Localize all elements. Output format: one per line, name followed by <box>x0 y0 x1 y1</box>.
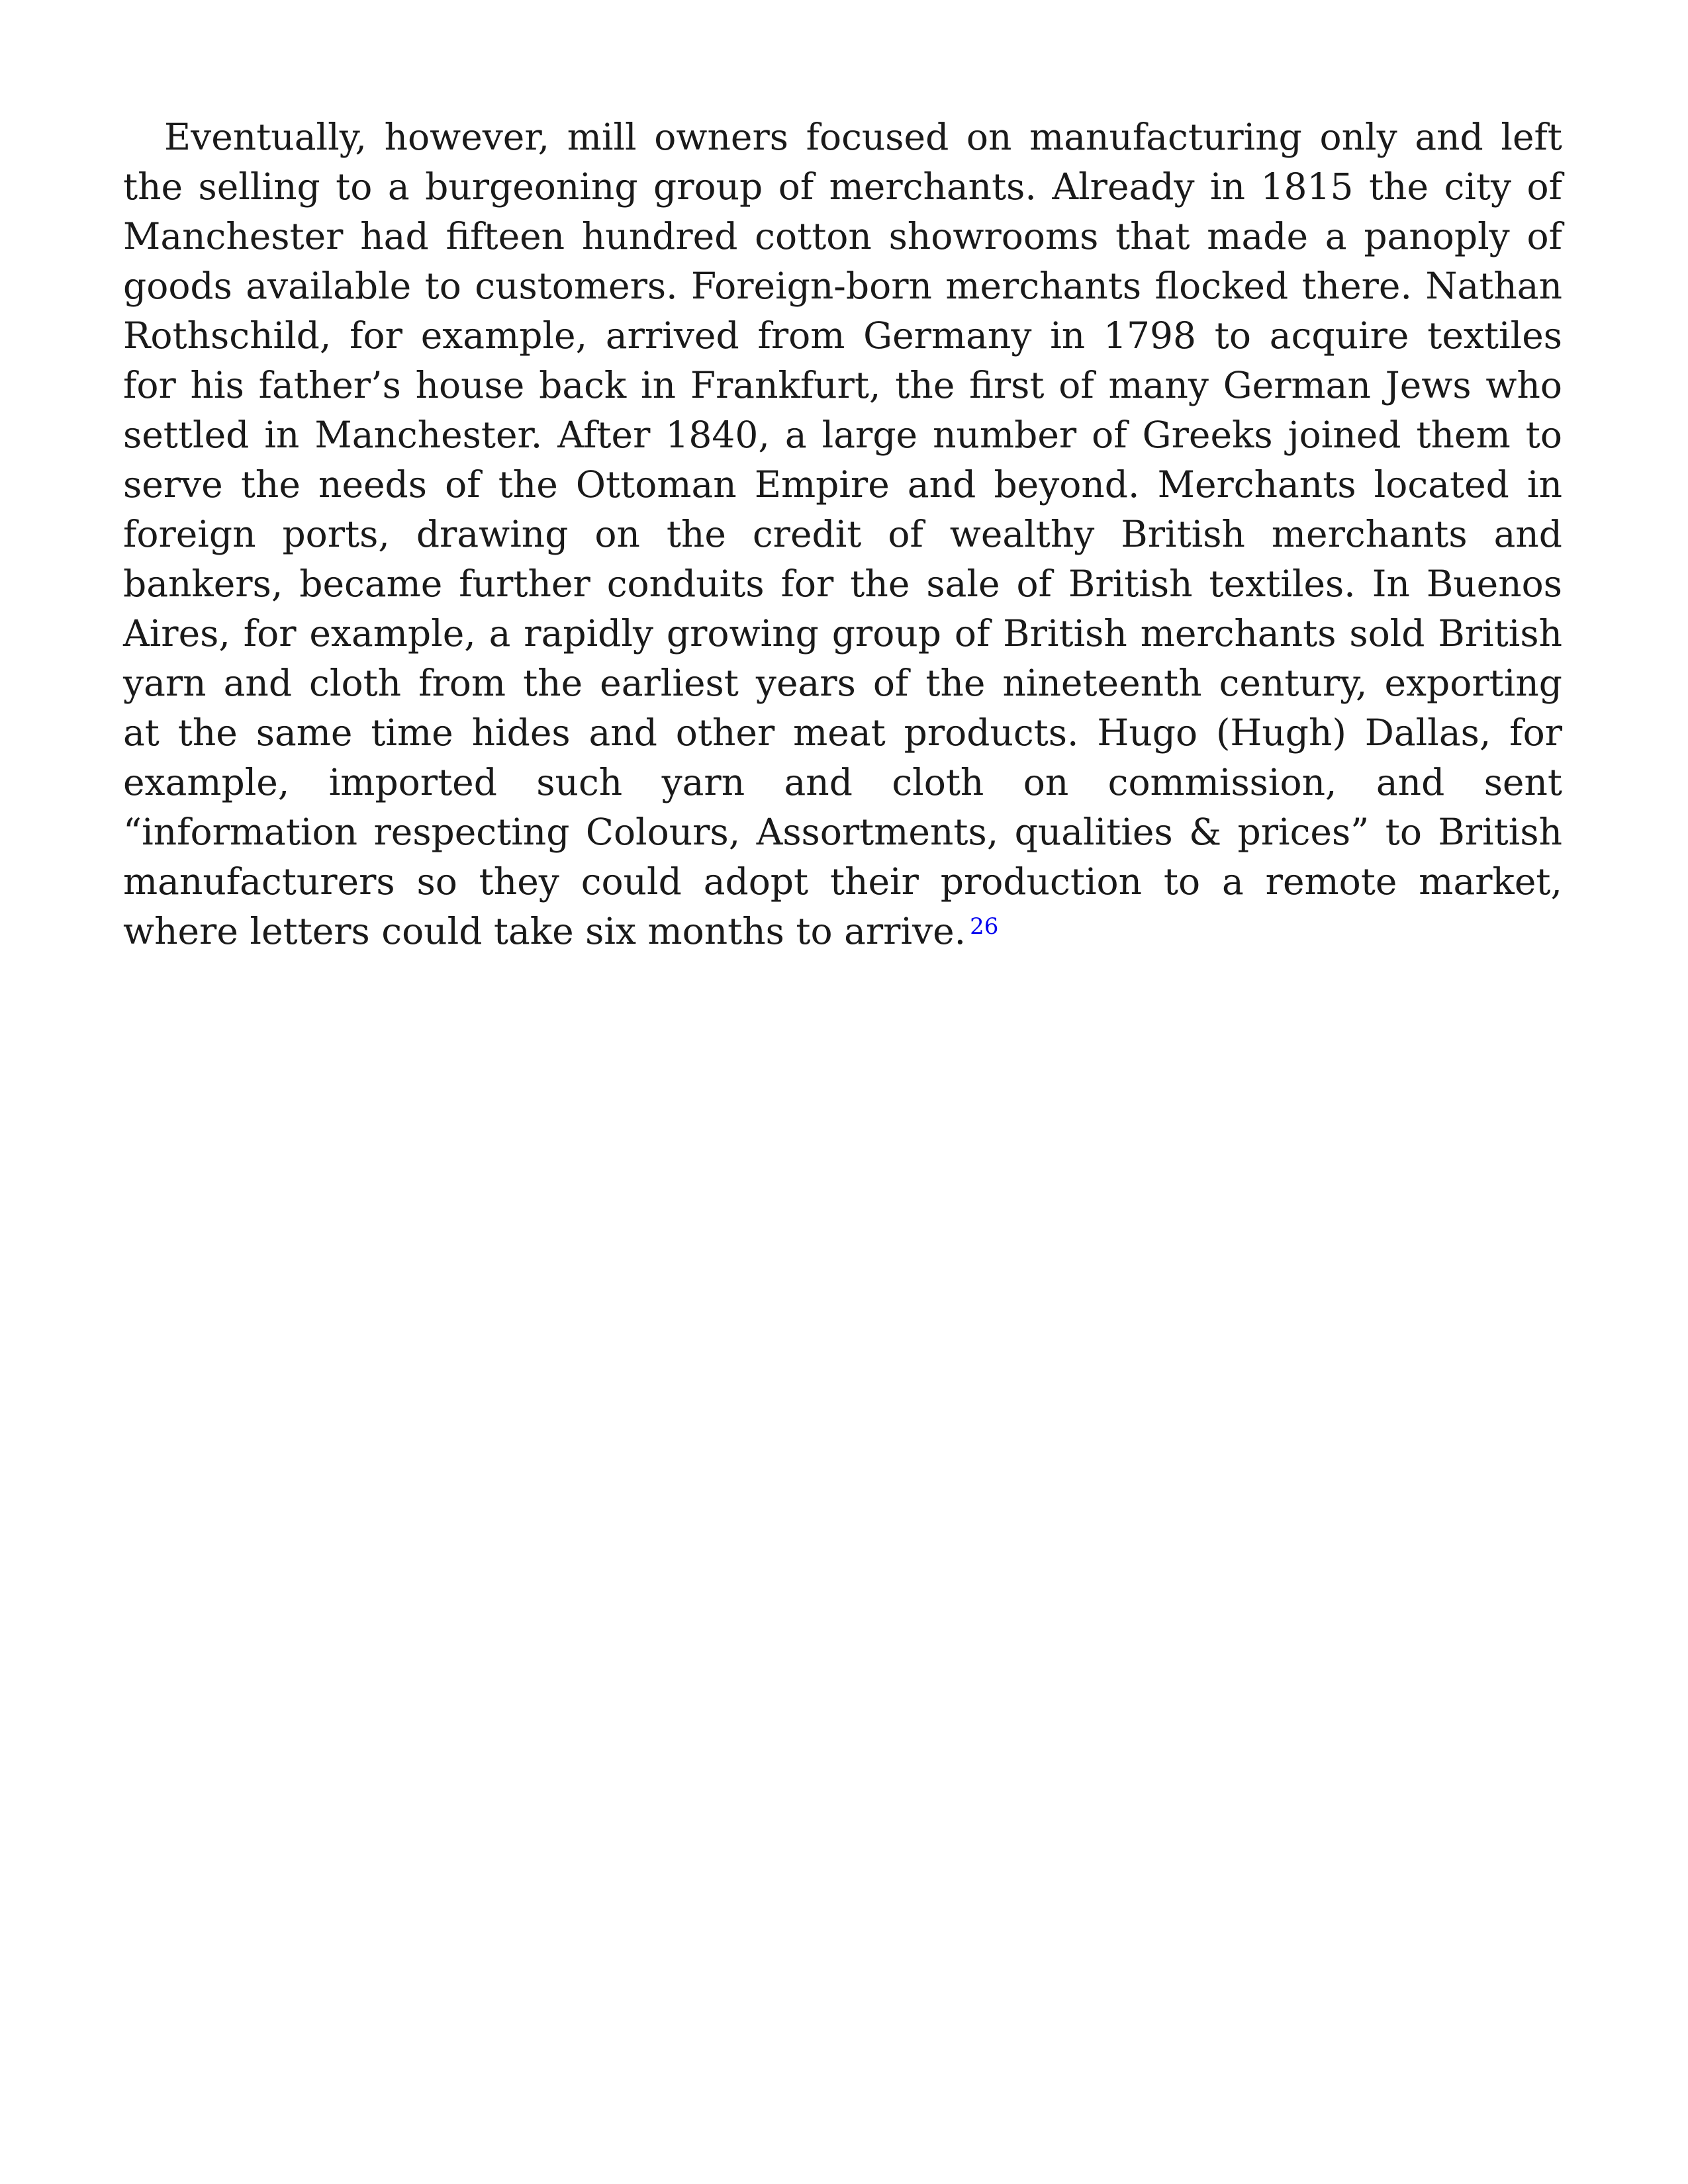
paragraph-line: at the same time hides and other meat products. Hugo (Hugh) Dallas, for <box>123 711 1562 754</box>
paragraph-line: foreign ports, drawing on the credit of wealthy British merchants and <box>123 513 1562 555</box>
paragraph-line: bankers, became further conduits for the sale of British textiles. In Buenos <box>123 563 1562 605</box>
paragraph-line: “information respecting Colours, Assortments, qualities & prices” to British <box>123 811 1562 853</box>
paragraph-line: manufacturers so they could adopt their production to a remote market, <box>123 860 1562 903</box>
paragraph-line: Rothschild, for example, arrived from Germany in 1798 to acquire textiles <box>123 314 1562 357</box>
paragraph-line: example, imported such yarn and cloth on commission, and sent <box>123 761 1562 803</box>
paragraph-line: Eventually, however, mill owners focused on manufacturing only and left <box>164 116 1562 158</box>
paragraph-line-text: where letters could take six months to arrive. <box>123 910 966 952</box>
paragraph-line: the selling to a burgeoning group of merchants. Already in 1815 the city of <box>123 165 1562 208</box>
paragraph-line: goods available to customers. Foreign-born merchants flocked there. Nathan <box>123 265 1562 307</box>
paragraph-last-line <box>123 907 1562 956</box>
paragraph-line: yarn and cloth from the earliest years of the nineteenth century, exporting <box>123 662 1562 704</box>
paragraph-line: Aires, for example, a rapidly growing group of British merchants sold British <box>123 612 1562 655</box>
paragraph-line: settled in Manchester. After 1840, a large number of Greeks joined them to <box>123 414 1562 456</box>
body-paragraph <box>123 113 1562 956</box>
footnote-reference-link[interactable]: 26 <box>970 913 999 940</box>
paragraph-line: Manchester had fifteen hundred cotton showrooms that made a panoply of <box>123 215 1562 257</box>
paragraph-line: for his father’s house back in Frankfurt, the first of many German Jews who <box>123 364 1562 406</box>
paragraph-line: serve the needs of the Ottoman Empire and beyond. Merchants located in <box>123 463 1562 506</box>
